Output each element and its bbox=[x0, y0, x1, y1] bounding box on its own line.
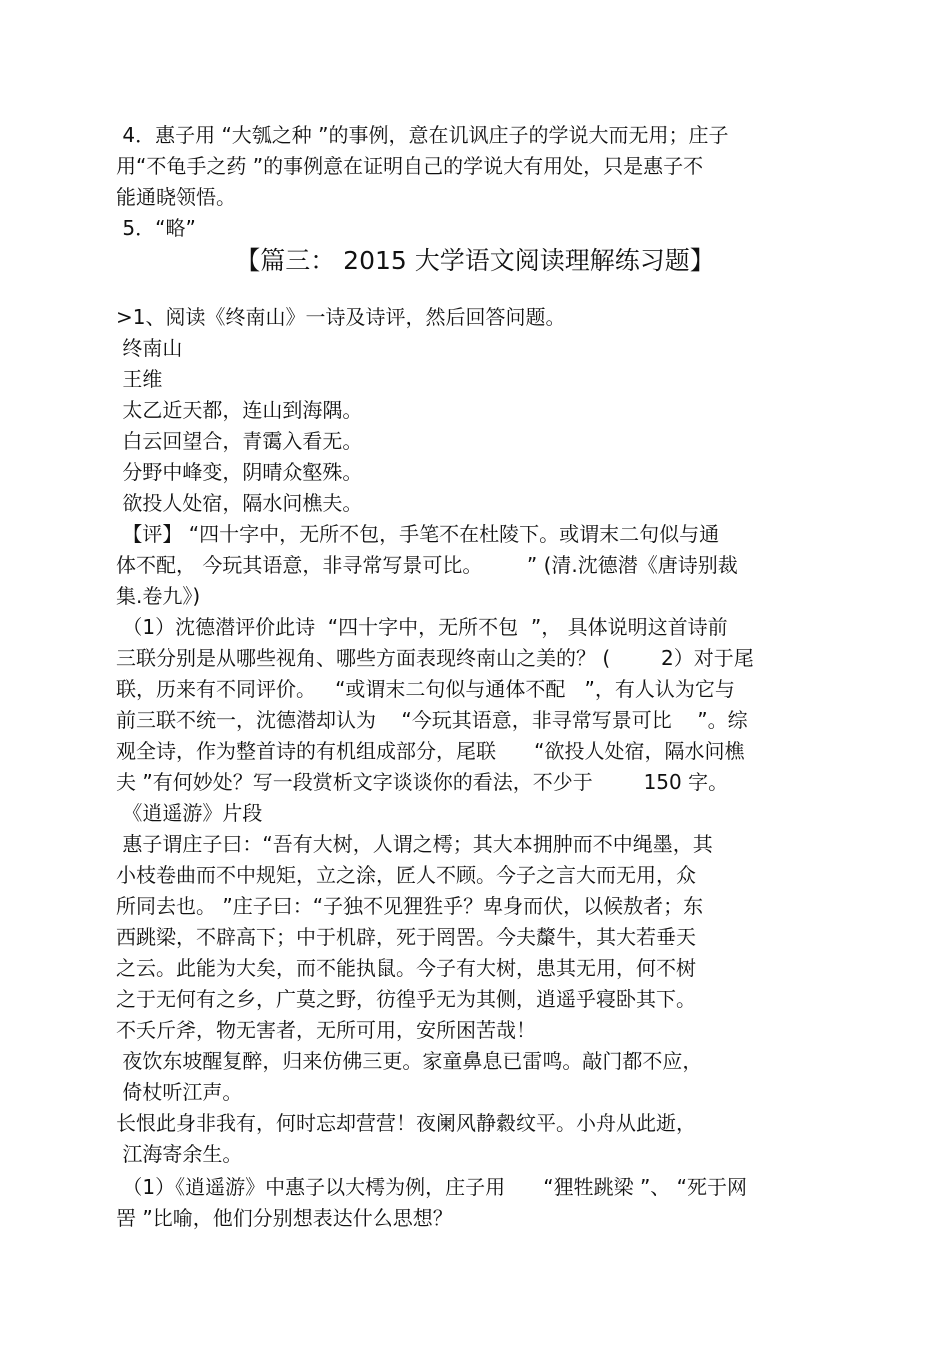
excerpt-line: 之云。此能为大矣，而不能执鼠。今子有大树，患其无用，何不树 bbox=[116, 956, 696, 980]
question-line: 前三联不统一，沈德潜却认为 “今玩其语意，非寻常写景可比 ”。综 bbox=[116, 708, 748, 732]
poem-line: 太乙近天都，连山到海隅。 bbox=[116, 398, 363, 422]
question-line: （1）沈德潜评价此诗 “四十字中，无所不包 ”， 具体说明这首诗前 bbox=[116, 615, 728, 639]
ci-poem-line: 长恨此身非我有，何时忘却营营！夜阑风静縠纹平。小舟从此逝， bbox=[116, 1111, 696, 1135]
commentary-line: 集.卷九》) bbox=[116, 584, 201, 608]
commentary-line: 【评】 “四十字中，无所不包，手笔不在杜陵下。或谓末二句似与通 bbox=[116, 522, 720, 546]
answer-4-line-1: 4．惠子用 “大瓠之种 ”的事例，意在讥讽庄子的学说大而无用；庄子 bbox=[116, 123, 729, 147]
question-line: 联，历来有不同评价。 “或谓末二句似与通体不配 ”，有人认为它与 bbox=[116, 677, 735, 701]
excerpt-line: 西跳梁，不辟高下；中于机辟，死于罔罟。今夫斄牛，其大若垂天 bbox=[116, 925, 696, 949]
answer-5-line: 5．“略” bbox=[116, 216, 196, 240]
question-line: 夫 ”有何妙处？写一段赏析文字谈谈你的看法，不少于 150 字。 bbox=[116, 770, 729, 794]
section-heading: 【篇三： 2015 大学语文阅读理解练习题】 bbox=[235, 246, 715, 275]
poem-title: 终南山 bbox=[116, 336, 183, 360]
excerpt-title: 《逍遥游》片段 bbox=[116, 801, 263, 825]
question-1-intro: >1、阅读《终南山》一诗及诗评，然后回答问题。 bbox=[116, 305, 566, 329]
ci-poem-line: 江海寄余生。 bbox=[116, 1142, 243, 1166]
question-line: 罟 ”比喻，他们分别想表达什么思想？ bbox=[116, 1206, 453, 1230]
ci-poem-line: 倚杖听江声。 bbox=[116, 1080, 243, 1104]
excerpt-line: 惠子谓庄子曰：“吾有大树，人谓之樗；其大本拥肿而不中绳墨，其 bbox=[116, 832, 713, 856]
question-line: （1）《逍遥游》中惠子以大樗为例，庄子用 “狸牲跳梁 ”、 “死于网 bbox=[116, 1175, 748, 1199]
commentary-line: 体不配， 今玩其语意，非寻常写景可比。 ” (清.沈德潜《唐诗别裁 bbox=[116, 553, 738, 577]
poem-line: 分野中峰变，阴晴众壑殊。 bbox=[116, 460, 363, 484]
answer-4-line-3: 能通晓领悟。 bbox=[116, 185, 236, 209]
excerpt-line: 小枝卷曲而不中规矩，立之涂，匠人不顾。今子之言大而无用，众 bbox=[116, 863, 696, 887]
poem-author: 王维 bbox=[116, 367, 163, 391]
excerpt-line: 不夭斤斧，物无害者，无所可用，安所困苦哉！ bbox=[116, 1018, 536, 1042]
excerpt-line: 所同去也。 ”庄子曰：“子独不见狸狌乎？卑身而伏，以候敖者；东 bbox=[116, 894, 704, 918]
poem-line: 欲投人处宿，隔水问樵夫。 bbox=[116, 491, 363, 515]
answer-4-line-2: 用“不龟手之药 ”的事例意在证明自己的学说大有用处，只是惠子不 bbox=[116, 154, 704, 178]
ci-poem-line: 夜饮东坡醒复醉，归来仿佛三更。家童鼻息已雷鸣。敲门都不应， bbox=[116, 1049, 703, 1073]
question-line: 观全诗，作为整首诗的有机组成部分，尾联 “欲投人处宿，隔水问樵 bbox=[116, 739, 745, 763]
excerpt-line: 之于无何有之乡，广莫之野，彷徨乎无为其侧，逍遥乎寝卧其下。 bbox=[116, 987, 696, 1011]
question-line: 三联分别是从哪些视角、哪些方面表现终南山之美的？ ( 2）对于尾 bbox=[116, 646, 754, 670]
poem-line: 白云回望合，青霭入看无。 bbox=[116, 429, 363, 453]
